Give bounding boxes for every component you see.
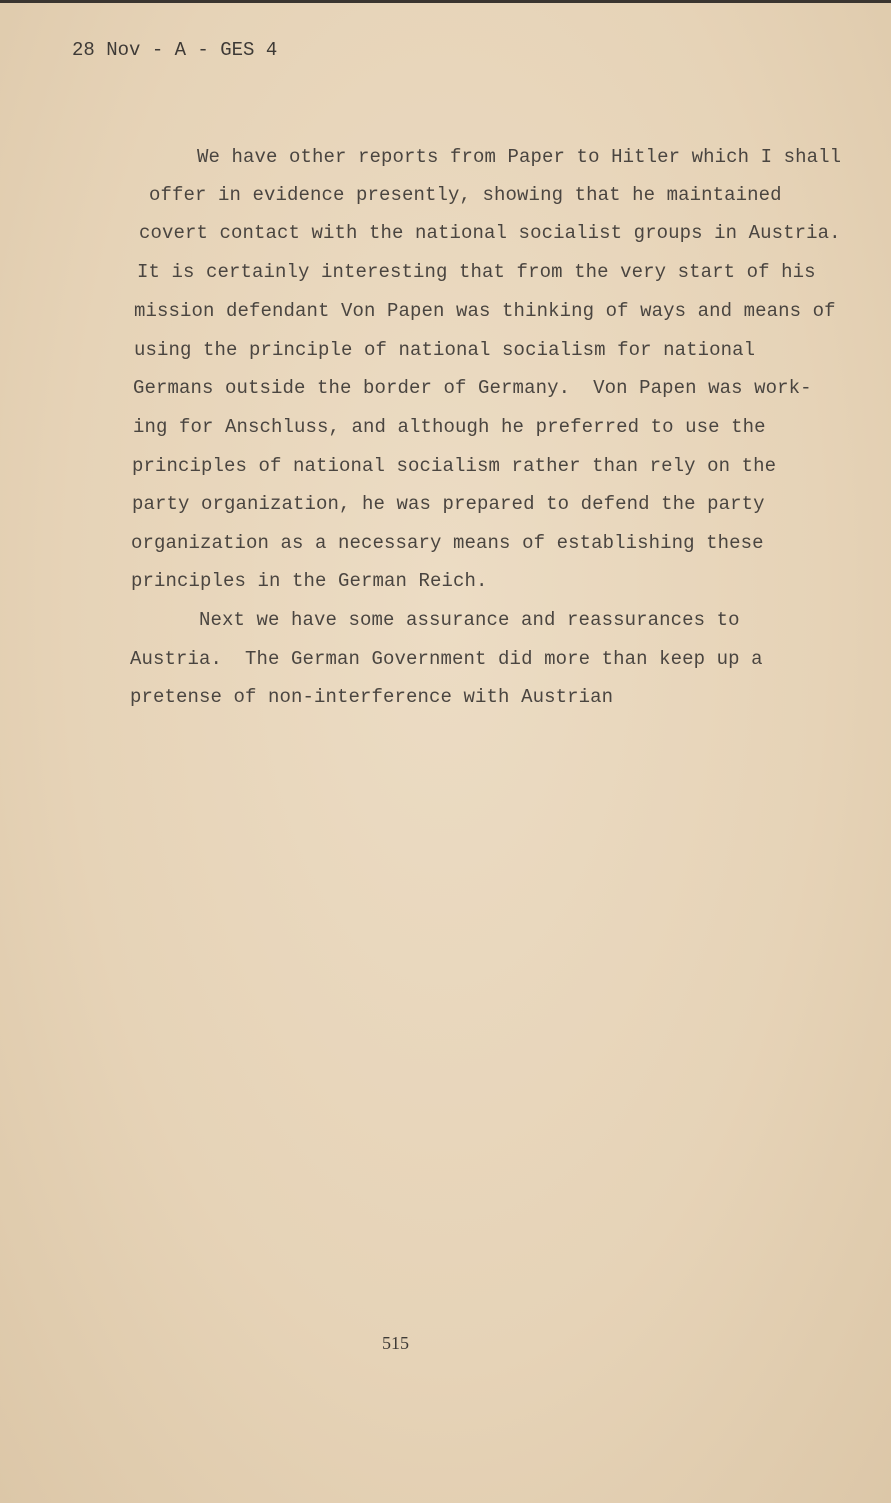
body-line: offer in evidence presently, showing that he maintained: [149, 184, 782, 206]
body-line: organization as a necessary means of establishing these: [131, 532, 764, 554]
body-line: We have other reports from Paper to Hitler which I shall: [197, 146, 842, 168]
body-line: principles of national socialism rather than rely on the: [132, 455, 777, 477]
body-line: Germans outside the border of Germany. Von Papen was work-: [133, 377, 812, 399]
body-line: party organization, he was prepared to defend the party: [132, 493, 765, 515]
body-line: covert contact with the national socialist groups in Austria.: [139, 222, 841, 244]
body-line: principles in the German Reich.: [131, 570, 488, 592]
page-header: 28 Nov - A - GES 4: [72, 39, 278, 61]
body-line: using the principle of national socialism for national: [134, 339, 756, 361]
body-line: mission defendant Von Papen was thinking of ways and means of: [134, 300, 836, 322]
body-line: pretense of non-interference with Austrian: [130, 686, 614, 708]
page-number: 515: [382, 1333, 409, 1353]
body-line: ing for Anschluss, and although he preferred to use the: [133, 416, 766, 438]
body-line: It is certainly interesting that from the very start of his: [137, 261, 816, 283]
body-line: Austria. The German Government did more than keep up a: [130, 648, 763, 670]
body-line: Next we have some assurance and reassurances to: [199, 609, 740, 631]
